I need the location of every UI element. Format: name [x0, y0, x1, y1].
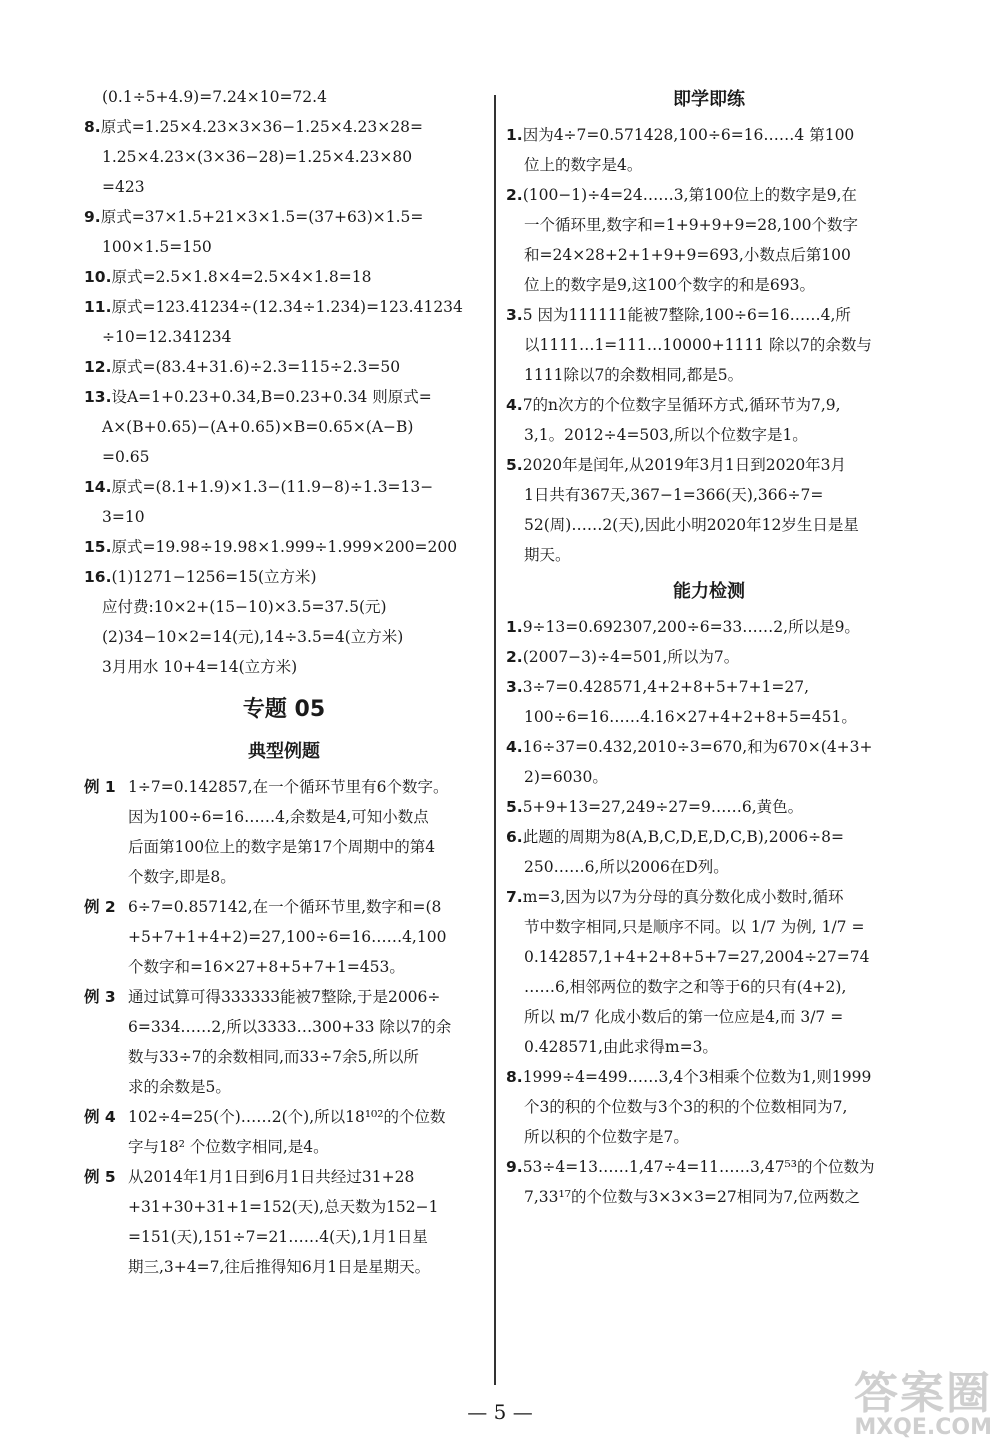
line-text: 1111除以7的余数相同,都是5。	[524, 366, 744, 384]
example-line	[84, 772, 484, 802]
line-text: 原式=(83.4+31.6)÷2.3=115÷2.3=50	[111, 358, 401, 376]
line-text: 个3的积的个位数与3个3的积的个位数相同为7,	[524, 1098, 848, 1116]
answer-line	[84, 112, 484, 142]
example-label: 例 2	[84, 898, 116, 916]
answer-line	[84, 172, 484, 202]
line-text: 5+9+13=27,249÷27=9……6,黄色。	[522, 798, 804, 816]
line-text: =0.65	[102, 448, 150, 466]
line-text: 通过试算可得333333能被7整除,于是2006÷	[128, 988, 441, 1006]
answer-line	[506, 612, 912, 642]
item-number: 10.	[84, 268, 112, 286]
line-text: 3月用水 10+4=14(立方米)	[102, 658, 298, 676]
example-line	[84, 892, 484, 922]
line-text: 0.142857,1+4+2+8+5+7=27,2004÷27=74	[524, 948, 870, 966]
answer-line	[506, 330, 912, 360]
answer-line	[506, 702, 912, 732]
example-line	[84, 1192, 484, 1222]
line-text: 以1111…1=111…10000+1111 除以7的余数与	[524, 336, 872, 354]
line-text: 100×1.5=150	[102, 238, 212, 256]
line-text: 1÷7=0.142857,在一个循环节里有6个数字。	[128, 778, 449, 796]
line-text: 1.25×4.23×(3×36−28)=1.25×4.23×80	[102, 148, 413, 166]
answer-line	[84, 202, 484, 232]
item-number: 9.	[506, 1158, 523, 1176]
example-label: 例 3	[84, 988, 116, 1006]
example-line	[84, 952, 484, 982]
column-divider	[494, 95, 496, 1385]
answer-line	[506, 1122, 912, 1152]
example-line	[84, 922, 484, 952]
line-text: 原式=19.98÷19.98×1.999÷1.999×200=200	[111, 538, 458, 556]
line-text: 和=24×28+2+1+9+9=693,小数点后第100	[524, 246, 851, 264]
answer-line	[506, 792, 912, 822]
line-text: 因为4÷7=0.571428,100÷6=16……4 第100	[522, 126, 855, 144]
answer-line	[506, 1002, 912, 1032]
line-text: +31+30+31+1=152(天),总天数为152−1	[128, 1198, 439, 1216]
answer-line	[506, 1062, 912, 1092]
answer-line	[84, 562, 484, 592]
line-text: (2)34−10×2=14(元),14÷3.5=4(立方米)	[102, 628, 404, 646]
answer-line	[84, 382, 484, 412]
answer-line	[506, 1032, 912, 1062]
example-label: 例 1	[84, 778, 116, 796]
line-text: 5 因为111111能被7整除,100÷6=16……4,所	[522, 306, 851, 324]
line-text: 7的n次方的个位数字呈循环方式,循环节为7,9,	[522, 396, 841, 414]
line-text: 位上的数字是9,这100个数字的和是693。	[524, 276, 815, 294]
line-text: 从2014年1月1日到6月1日共经过31+28	[128, 1168, 415, 1186]
line-text: =151(天),151÷7=21……4(天),1月1日星	[128, 1228, 428, 1246]
section1-list	[506, 120, 912, 570]
example-list	[84, 772, 484, 1282]
example-line	[84, 1132, 484, 1162]
answer-line	[506, 480, 912, 510]
answer-line	[506, 540, 912, 570]
answer-line	[84, 622, 484, 652]
answer-line	[84, 472, 484, 502]
line-text: 9÷13=0.692307,200÷6=33……2,所以是9。	[522, 618, 860, 636]
answer-line	[84, 142, 484, 172]
line-text: 16÷37=0.432,2010÷3=670,和为670×(4+3+	[522, 738, 873, 756]
example-label: 例 5	[84, 1168, 116, 1186]
item-number: 11.	[84, 298, 112, 316]
item-number: 14.	[84, 478, 112, 496]
answer-line	[84, 412, 484, 442]
answer-line	[506, 1092, 912, 1122]
answer-line	[84, 652, 484, 682]
line-text: 2020年是闰年,从2019年3月1日到2020年3月	[522, 456, 847, 474]
line-text: m=3,因为以7为分母的真分数化成小数时,循环	[522, 888, 844, 906]
answer-line	[84, 502, 484, 532]
answer-line	[506, 1152, 912, 1182]
line-text: (2007−3)÷4=501,所以为7。	[522, 648, 740, 666]
line-text: 6=334……2,所以3333…300+33 除以7的余	[128, 1018, 452, 1036]
example-line	[84, 862, 484, 892]
watermark-logo	[854, 1368, 992, 1440]
example-line	[84, 982, 484, 1012]
line-text: 因为100÷6=16……4,余数是4,可知小数点	[128, 808, 429, 826]
item-number: 5.	[506, 798, 523, 816]
answer-line	[84, 442, 484, 472]
item-number: 4.	[506, 396, 523, 414]
answer-line	[84, 532, 484, 562]
line-text: 102÷4=25(个)……2(个),所以18¹⁰²的个位数	[128, 1108, 446, 1126]
answer-line	[506, 732, 912, 762]
line-text: 7,33¹⁷的个位数与3×3×3=27相同为7,位两数之	[524, 1188, 860, 1206]
item-number: 12.	[84, 358, 112, 376]
item-number: 1.	[506, 618, 523, 636]
item-number: 9.	[84, 208, 101, 226]
answer-line	[506, 210, 912, 240]
example-line	[84, 1162, 484, 1192]
right-column	[506, 82, 912, 1212]
line-text: 原式=(8.1+1.9)×1.3−(11.9−8)÷1.3=13−	[111, 478, 434, 496]
answer-line	[506, 390, 912, 420]
item-number: 8.	[506, 1068, 523, 1086]
line-text: 原式=123.41234÷(12.34÷1.234)=123.41234	[111, 298, 463, 316]
example-line	[84, 1222, 484, 1252]
line-text: 0.428571,由此求得m=3。	[524, 1038, 718, 1056]
line-text: 位上的数字是4。	[524, 156, 643, 174]
answer-line	[506, 300, 912, 330]
answer-line	[506, 762, 912, 792]
line-text: 所以 m/7 化成小数后的第一位应是4,而 3/7 =	[524, 1008, 844, 1026]
answer-line	[506, 942, 912, 972]
line-text: +5+7+1+4+2)=27,100÷6=16……4,100	[128, 928, 447, 946]
answer-line	[506, 822, 912, 852]
left-column	[84, 82, 484, 1282]
line-text: 后面第100位上的数字是第17个周期中的第4	[128, 838, 436, 856]
answer-line	[84, 322, 484, 352]
answer-line	[84, 262, 484, 292]
answer-line	[506, 912, 912, 942]
item-number: 6.	[506, 828, 523, 846]
item-number: 3.	[506, 678, 523, 696]
line-text: 原式=1.25×4.23×3×36−1.25×4.23×28=	[100, 118, 423, 136]
line-text: 52(周)……2(天),因此小明2020年12岁生日是星	[524, 516, 859, 534]
line-text: 1日共有367天,367−1=366(天),366÷7=	[524, 486, 824, 504]
item-number: 8.	[84, 118, 101, 136]
answer-line	[506, 510, 912, 540]
line-text: (0.1÷5+4.9)=7.24×10=72.4	[102, 88, 327, 106]
item-number: 3.	[506, 306, 523, 324]
line-text: 节中数字相同,只是顺序不同。以 1/7 为例, 1/7 =	[524, 918, 865, 936]
line-text: (1)1271−1256=15(立方米)	[111, 568, 317, 586]
item-number: 15.	[84, 538, 112, 556]
example-line	[84, 1102, 484, 1132]
line-text: 100÷6=16……4.16×27+4+2+8+5=451。	[524, 708, 857, 726]
example-label: 例 4	[84, 1108, 116, 1126]
line-text: 3=10	[102, 508, 145, 526]
line-text: 250……6,所以2006在D列。	[524, 858, 729, 876]
line-text: 此题的周期为8(A,B,C,D,E,D,C,B),2006÷8=	[522, 828, 844, 846]
line-text: 设A=1+0.23+0.34,B=0.23+0.34 则原式=	[111, 388, 432, 406]
example-line	[84, 1072, 484, 1102]
answer-line	[506, 420, 912, 450]
line-text: 应付费:10×2+(15−10)×3.5=37.5(元)	[102, 598, 387, 616]
line-text: =423	[102, 178, 145, 196]
answer-line	[506, 882, 912, 912]
line-text: ……6,相邻两位的数字之和等于6的只有(4+2),	[524, 978, 847, 996]
watermark-url: MXQE.COM	[854, 1415, 992, 1440]
item-number: 16.	[84, 568, 112, 586]
line-text: 2)=6030。	[524, 768, 608, 786]
line-text: 个数字和=16×27+8+5+7+1=453。	[128, 958, 405, 976]
line-text: 个数字,即是8。	[128, 868, 236, 886]
line-text: 6÷7=0.857142,在一个循环节里,数字和=(8	[128, 898, 442, 916]
item-number: 13.	[84, 388, 112, 406]
example-line	[84, 832, 484, 862]
line-text: 3,1。2012÷4=503,所以个位数字是1。	[524, 426, 808, 444]
line-text: 期三,3+4=7,往后推得知6月1日是星期天。	[128, 1258, 431, 1276]
answer-line	[506, 642, 912, 672]
answer-line	[506, 972, 912, 1002]
example-line	[84, 1252, 484, 1282]
line-text: 3÷7=0.428571,4+2+8+5+7+1=27,	[522, 678, 810, 696]
answer-line	[506, 120, 912, 150]
item-number: 5.	[506, 456, 523, 474]
examples-title: 典型例题	[248, 741, 320, 762]
line-text: (100−1)÷4=24……3,第100位上的数字是9,在	[522, 186, 857, 204]
answer-line	[84, 592, 484, 622]
line-text: 期天。	[524, 546, 571, 564]
line-text: 字与18² 个位数字相同,是4。	[128, 1138, 329, 1156]
line-text: 所以积的个位数字是7。	[524, 1128, 689, 1146]
section1-title: 即学即练	[673, 89, 745, 110]
answer-line	[506, 180, 912, 210]
answer-line	[506, 450, 912, 480]
line-text: 1999÷4=499……3,4个3相乘个位数为1,则1999	[522, 1068, 872, 1086]
line-text: 原式=2.5×1.8×4=2.5×4×1.8=18	[111, 268, 372, 286]
answer-line	[506, 150, 912, 180]
example-line	[84, 802, 484, 832]
answer-line	[84, 232, 484, 262]
item-number: 4.	[506, 738, 523, 756]
answer-line	[84, 82, 484, 112]
answer-line	[506, 1182, 912, 1212]
item-number: 7.	[506, 888, 523, 906]
topic-title: 专题 05	[242, 697, 326, 722]
example-line	[84, 1042, 484, 1072]
answer-line	[506, 852, 912, 882]
page-number: — 5 —	[467, 1400, 533, 1424]
answer-line	[506, 240, 912, 270]
section2-title: 能力检测	[673, 581, 745, 602]
item-number: 2.	[506, 648, 523, 666]
line-text: ÷10=12.341234	[102, 328, 232, 346]
line-text: 求的余数是5。	[128, 1078, 231, 1096]
answer-line	[84, 292, 484, 322]
line-text: 一个循环里,数字和=1+9+9+9=28,100个数字	[524, 216, 859, 234]
answer-line	[84, 352, 484, 382]
answer-line	[506, 360, 912, 390]
answer-line	[506, 270, 912, 300]
line-text: 原式=37×1.5+21×3×1.5=(37+63)×1.5=	[100, 208, 424, 226]
line-text: 数与33÷7的余数相同,而33÷7余5,所以所	[128, 1048, 419, 1066]
section2-list	[506, 612, 912, 1212]
item-number: 1.	[506, 126, 523, 144]
line-text: A×(B+0.65)−(A+0.65)×B=0.65×(A−B)	[102, 418, 414, 436]
watermark-text: 答案圈	[854, 1368, 992, 1419]
example-line	[84, 1012, 484, 1042]
item-number: 2.	[506, 186, 523, 204]
answer-line	[506, 672, 912, 702]
line-text: 53÷4=13……1,47÷4=11……3,47⁵³的个位数为	[522, 1158, 875, 1176]
left-answers	[84, 82, 484, 682]
